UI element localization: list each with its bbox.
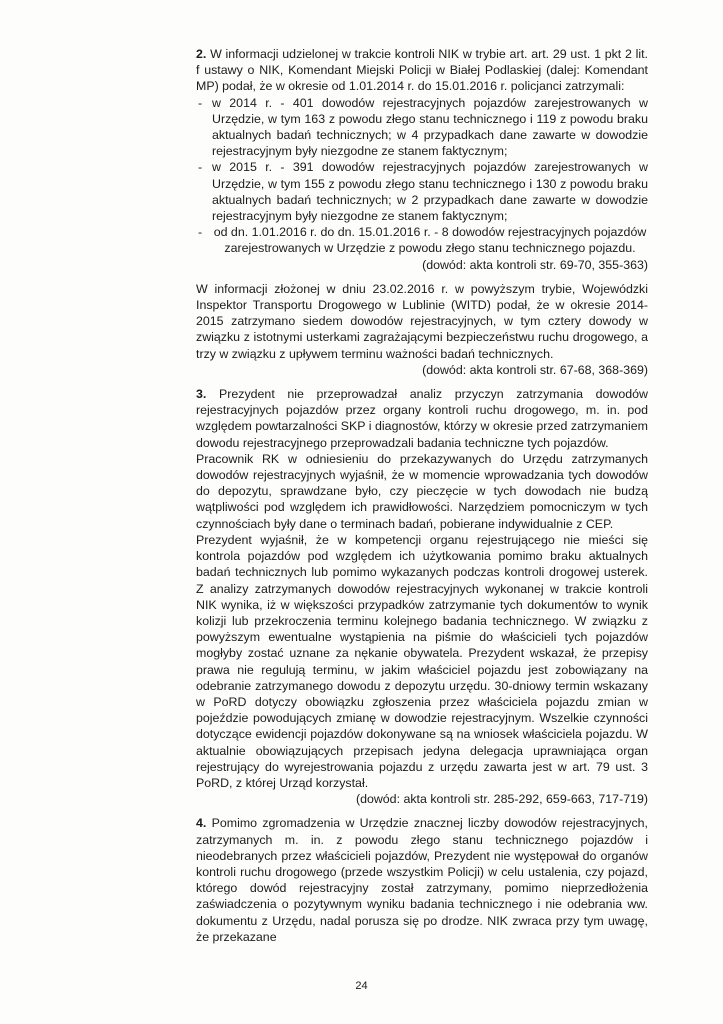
section-number: 4. <box>196 816 207 831</box>
section-3-paragraph <box>196 386 648 451</box>
section-2-intro <box>196 46 648 95</box>
evidence-reference: (dowód: akta kontroli str. 69-70, 355-363) <box>422 257 648 272</box>
paragraph: W informacji złożonej w dniu 23.02.2016 r. w powyższym trybie, Wojewódzki Inspektor Transportu Drogowego w Lublinie (WITD) podał, że w okresie 2014-2015 zatrzymano siedem dowodów rejestracyjnych, w tym cztery dowody w związku z istotnymi usterkami zagrażającymi bezpieczeństwu ruchu drogowego, a trzy w związku z upływem terminu ważności badań technicznych. <box>196 281 648 361</box>
evidence-reference: (dowód: akta kontroli str. 67-68, 368-369) <box>422 362 648 377</box>
section-number: 2. <box>196 47 207 61</box>
paragraph-text: Prezydent nie przeprowadzał analiz przyczyn zatrzymania dowodów rejestracyjnych pojazdów przez organy kontroli ruchu drogowego, m. in. pod względem powtarzalności SKP i diagnostów, którzy w okresie przed zatrzymaniem dowodu rejestracyjnego przeprowadzali badania techniczne tych pojazdów. <box>196 387 648 450</box>
paragraph: Prezydent wyjaśnił, że w kompetencji organu rejestrującego nie mieści się kontrola pojazdów pod względem ich użytkowania pomimo braku aktualnych badań technicznych lub pomimo wykazanych podczas kontroli drogowej usterek. Z analizy zatrzymanych dowodów rejestracyjnych wykonanej w trakcie kontroli NIK wynika, iż w większości przypadków zatrzymanie tych dokumentów to wynik kolizji lub przekroczenia terminu kolejnego badania technicznego. W związku z powyższym ewentualne wystąpienia na piśmie do właścicieli tych pojazdów mogłyby zostać uznane za nękanie obywatela. Prezydent wskazał, że przepisy prawa nie regulują terminu, w jakim właściciel pojazdu jest zobowiązany na odebranie zatrzymanego dowodu z depozytu urzędu. 30-dniowy termin wskazany w PoRD dotyczy obowiązku zgłoszenia przez właściciela pojazdu zmian w pojeździe powodujących zmianę w dowodzie rejestracyjnym. Wszelkie czynności dotyczące ewidencji pojazdów dokonywane są na wniosek właściciela pojazdu. W aktualnie obowiązujących przepisach jedyna delegacja uprawniająca organ rejestrujący do wyrejestrowania pojazdu z urzędu zawarta jest w art. 79 ust. 3 PoRD, z której Urząd korzystał. <box>196 532 648 790</box>
evidence-reference: (dowód: akta kontroli str. 285-292, 659-663, 717-719) <box>355 792 648 807</box>
page-number: 24 <box>355 980 368 992</box>
statistics-list <box>196 95 648 257</box>
list-item: - w 2014 r. - 401 dowodów rejestracyjnych pojazdów zarejestrowanych w Urzędzie, w tym 163 z powodu złego stanu technicznego i 119 z powodu braku aktualnych badań technicznych; w 4 przypadkach dane zawarte w dowodzie rejestracyjnym były niezgodne ze stanem faktycznym; <box>196 95 648 160</box>
document-body <box>196 46 648 945</box>
section-number: 3. <box>196 387 207 402</box>
paragraph: Pracownik RK w odniesieniu do przekazywanych do Urzędu zatrzymanych dowodów rejestracyjnych wyjaśnił, że w momencie wprowadzania tych dowodów do depozytu, sprawdzane było, czy pieczęcie w tych dowodach nie budzą wątpliwości pod względem ich prawidłowości. Narzędziem pomocniczym w tych czynnościach były dane o terminach badań, pobierane indywidualnie z CEP. <box>196 451 648 531</box>
list-item: - w 2015 r. - 391 dowodów rejestracyjnych pojazdów zarejestrowanych w Urzędzie, w tym 155 z powodu złego stanu technicznego i 130 z powodu braku aktualnych badań technicznych; w 2 przypadkach dane zawarte w dowodzie rejestracyjnym były niezgodne ze stanem faktycznym; <box>196 159 648 224</box>
list-item: - od dn. 1.01.2016 r. do dn. 15.01.2016 r. - 8 dowodów rejestracyjnych pojazdów zarejestrowanych w Urzędzie z powodu złego stanu technicznego pojazdu. <box>196 224 648 256</box>
paragraph-text: W informacji udzielonej w trakcie kontroli NIK w trybie art. art. 29 ust. 1 pkt 2 lit. f ustawy o NIK, Komendant Miejski Policji w Białej Podlaskiej (dalej: Komendant MP) podał, że w okresie od 1.01.2014 r. do 15.01.2016 r. policjanci zatrzymali: <box>196 47 648 94</box>
section-4-paragraph <box>196 815 648 945</box>
paragraph-text: Pomimo zgromadzenia w Urzędzie znacznej liczby dowodów rejestracyjnych, zatrzymanych m. in. z powodu złego stanu technicznego pojazdów i nieodebranych przez właścicieli pojazdów, Prezydent nie występował do organów kontroli ruchu drogowego (przede wszystkim Policji) w celu ustalenia, czy pojazd, którego dowód rejestracyjny został zatrzymany, pomimo nieprzedłożenia zaświadczenia o pozytywnym wyniku badania technicznego i nie odebrania ww. dokumentu z Urzędu, nadal porusza się po drodze. NIK zwraca przy tym uwagę, że przekazane <box>196 816 648 944</box>
